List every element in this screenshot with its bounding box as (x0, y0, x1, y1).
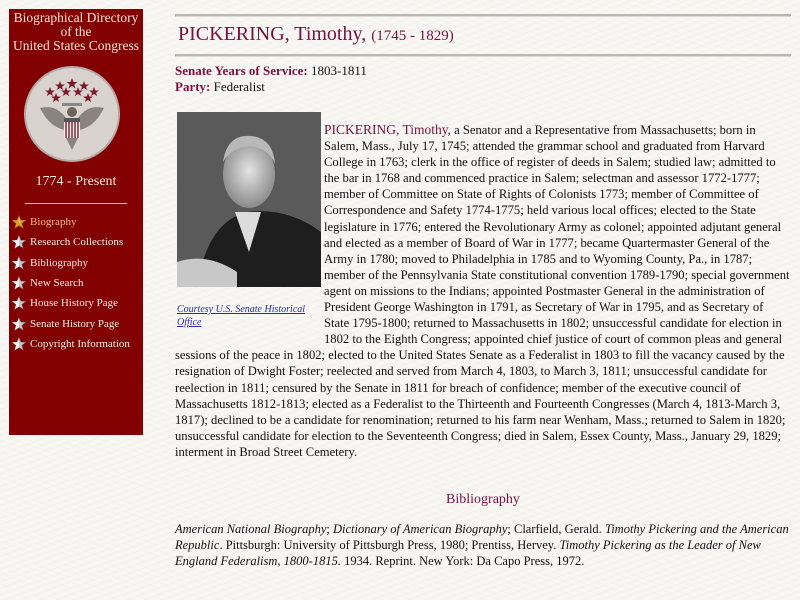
star-silver-icon (12, 337, 26, 351)
sidebar-nav (12, 212, 143, 354)
sidebar-item-bibliography[interactable] (12, 253, 143, 273)
years-label: 1774 - Present (35, 174, 117, 189)
senate-years-label: Senate Years of Service: (175, 63, 308, 78)
party-value: Federalist (213, 78, 265, 94)
bib-title: Timothy Pickering and the American Republic (175, 522, 789, 552)
member-name: PICKERING, Timothy, (178, 23, 367, 45)
bib-separator: ; (326, 522, 333, 536)
star-gold-icon (12, 215, 26, 229)
star-silver-icon (12, 296, 26, 310)
sidebar-item-research-collections[interactable] (12, 232, 143, 252)
sidebar-item-label: New Search (30, 277, 84, 290)
directory-title-line-3: United States Congress (13, 38, 139, 53)
member-dates: (1745 - 1829) (371, 28, 454, 44)
star-silver-icon (12, 235, 26, 249)
bib-publisher: 1934. Reprint. New York: Da Capo Press, 1972. (340, 554, 585, 568)
sidebar-item-label: Biography (30, 216, 77, 229)
bibliography-heading: Bibliography (446, 492, 520, 507)
sidebar (9, 9, 143, 435)
directory-title[interactable] (9, 11, 143, 53)
bib-title: Timothy Pickering as the Leader of New England Federalism, 1800-1815. (175, 538, 761, 568)
sidebar-item-label: Copyright Information (30, 337, 130, 350)
party-row (175, 79, 367, 95)
sidebar-item-copyright-information[interactable] (12, 334, 143, 354)
sidebar-item-label: Bibliography (30, 256, 89, 269)
senate-years-value: 1803-1811 (310, 63, 367, 78)
service-info (175, 63, 367, 94)
sidebar-divider (25, 203, 127, 204)
bibliography-text (175, 521, 793, 569)
star-silver-icon (12, 256, 26, 270)
directory-title-line-1: Biographical Directory (13, 10, 139, 25)
party-label: Party: (175, 78, 211, 94)
page-title (178, 23, 454, 46)
sidebar-item-label: House History Page (30, 297, 118, 310)
star-silver-icon (12, 276, 26, 290)
biography-name: PICKERING, Timothy, (324, 122, 452, 137)
bib-author: ; Clarfield, Gerald. (507, 522, 605, 536)
sidebar-item-label: Senate History Page (30, 317, 120, 330)
great-seal-icon (24, 66, 120, 162)
directory-title-line-2: of the (60, 24, 92, 39)
header-rule (175, 54, 791, 57)
sidebar-item-new-search[interactable] (12, 273, 143, 293)
portrait-credit-link[interactable]: Courtesy U.S. Senate Historical Office (177, 304, 306, 328)
sidebar-item-senate-history-page[interactable] (12, 313, 143, 333)
bib-source: Dictionary of American Biography (332, 522, 508, 536)
bib-publisher: . Pittsburgh: University of Pittsburgh Press, 1980; Prentiss, Hervey. (219, 538, 560, 552)
bib-source: American National Biography (175, 522, 327, 536)
sidebar-item-house-history-page[interactable] (12, 293, 143, 313)
top-rule (175, 14, 791, 17)
star-silver-icon (12, 317, 26, 331)
portrait-image (177, 112, 321, 287)
sidebar-item-label: Research Collections (30, 236, 124, 249)
sidebar-item-biography[interactable] (12, 212, 143, 232)
biography-body: a Senator and a Representative from Massachusetts; born in Salem, Mass., July 17, 1745; attended the grammar school and graduated from Harvard College in 1763; clerk in the office of register of deeds in Salem; studied law; admitted to the bar in 1768 and commenced practice in Salem; selectman and assessor 1772-1777; member of Committee on State of Rights of Colonists 1773; member of Committee of Correspondence and Safety 1774-1775; held various local offices; elected to the State legislature in 1776; entered the Revolutionary Army as colonel; appointed adjutant general and elected as a member of Board of War in 1777; became Quartermaster General of the Army in 1780; moved to Philadelphia in 1785 and to Wyoming County, Pa., in 1787; member of the Pennsylvania State constitutional convention 1789-1790; special government agent on missions to the Indians; appointed Postmaster General in the administration of President George Washington in 1791, as Secretary of War in 1795, and as Secretary of State 1795-1800; returned to Massachusetts in 1802; unsuccessful candidate for election in 1802 to the Eighth Congress; appointed chief justice of court of common pleas and general sessions of the peace in 1802; elected to the United States Senate as a Federalist in 1803 to fill the vacancy caused by the resignation of Dwight Foster; reelected and served from March 4, 1803, to March 3, 1811; unsuccessful candidate for reelection in 1811; censured by the Senate in 1811 for breach of confidence; member of the executive council of Massachusetts 1812-1813; elected as a Federalist to the Thirteenth and Fourteenth Congresses (March 4, 1813-March 3, 1817); declined to be a candidate for renomination; returned to his farm near Wenham, Mass.; returned to Salem in 1820; unsuccessful candidate for election to the Seventeenth Congress; died in Salem, Essex County, Mass., January 29, 1829; interment in Broad Street Cemetery. (175, 123, 790, 459)
senate-years-row (175, 63, 367, 79)
